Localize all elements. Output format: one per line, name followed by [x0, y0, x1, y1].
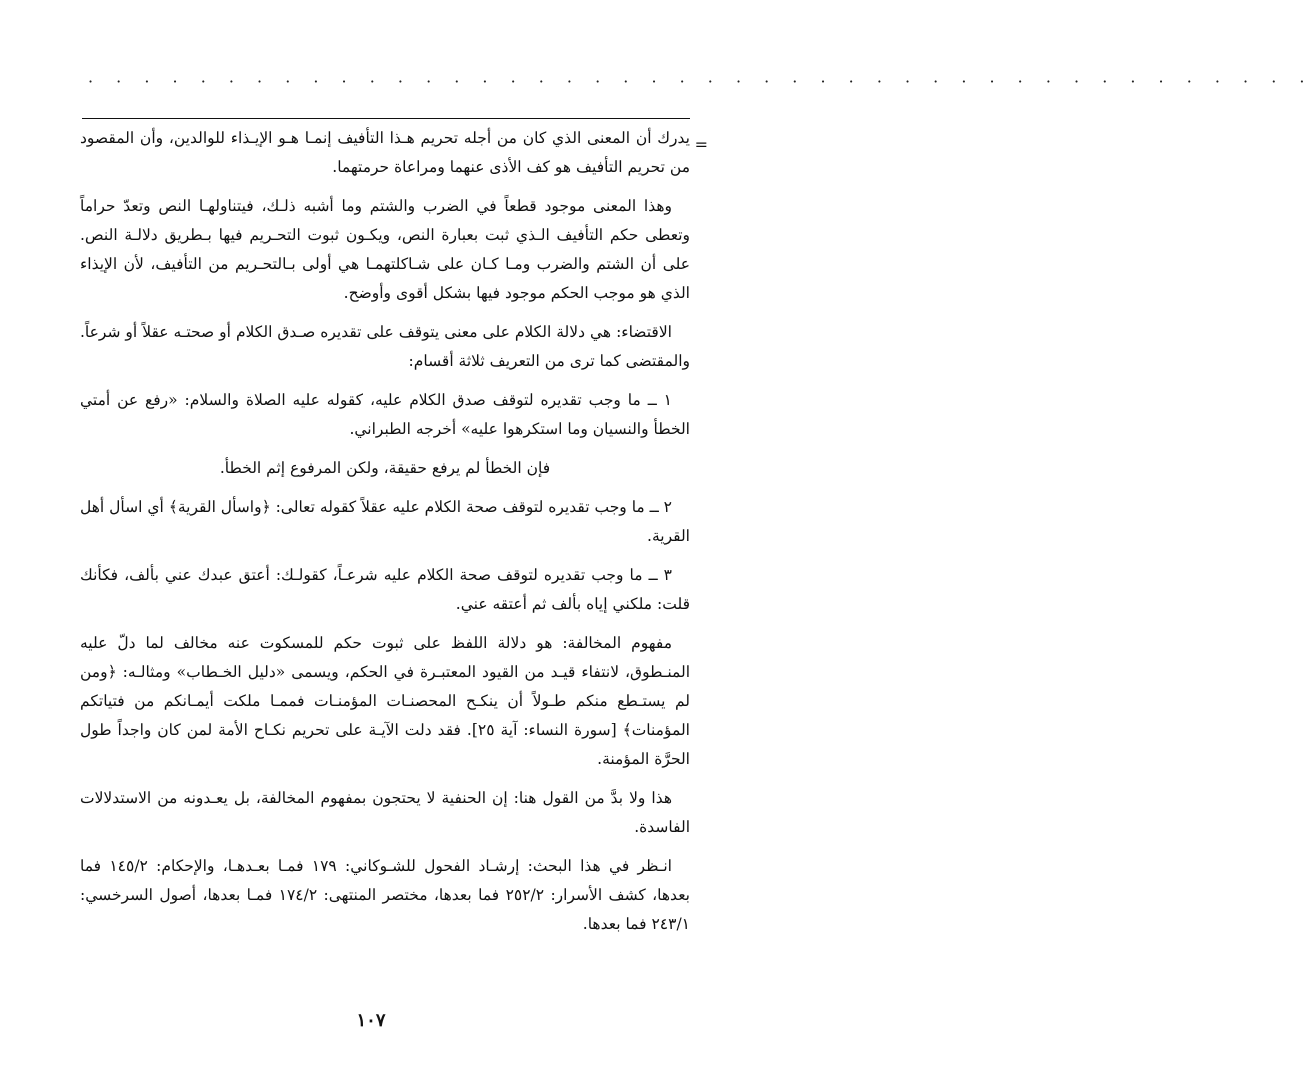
paragraph-note: فإن الخطأ لم يرفع حقيقة، ولكن المرفوع إثم الخطأ. [219, 459, 551, 477]
dotted-separator: · · · · · · · · · · · · · · · · · · · · · · · · · · · · · · · · · · · · · · · · · · · · [88, 72, 1313, 91]
list-item-1: ١ ــ ما وجب تقديره لتوقف صدق الكلام عليه، كقوله عليه الصلاة والسلام: «رفع عن أمتي الخطأ والنسيان وما استكرهوا عليه» أخرجه الطبراني. [80, 391, 690, 438]
footnote-rule [82, 118, 690, 119]
page-body [80, 124, 690, 949]
paragraph-mafhum-mukhalafa: مفهوم المخالفة: هو دلالة اللفظ على ثبوت حكم للمسكوت عنه مخالف لما دلّ عليه المنـطوق، لانتفاء قيـد من القيود المعتبـرة في الحكم، ويسمى «دليل الخـطاب» ومثالـه: ﴿ومن لم يستـطع منكم طـولاً أن ينكـح المحصنـات المؤمنـات فممـا ملكت أيمـانكم من فتياتكم المؤمنات﴾ [سورة النساء: آية ٢٥]. فقد دلت الآيـة على تحريم نكـاح الأمة لمن كان واجداً طول الحرَّة المؤمنة. [80, 634, 690, 768]
paragraph-iqtida-definition: الاقتضاء: هي دلالة الكلام على معنى يتوقف على تقديره صـدق الكلام أو صحتـه عقلاً أو شرعاً. والمقتضى كما ترى من التعريف ثلاثة أقسام: [80, 323, 690, 370]
continuation-marker: = [694, 135, 708, 154]
paragraph-hanafi-note: هذا ولا بدَّ من القول هنا: إن الحنفية لا يحتجون بمفهوم المخالفة، بل يعـدونه من الاستدلالات الفاسدة. [80, 789, 690, 836]
list-item-3: ٣ ــ ما وجب تقديره لتوقف صحة الكلام عليه شرعـاً، كقولـك: أعتق عبدك عني بألف، فكأنك قلت: ملكني إياه بألف ثم أعتقه عني. [80, 566, 690, 613]
paragraph-dalalat-nass: وهذا المعنى موجود قطعاً في الضرب والشتم وما أشبه ذلـك، فيتناولهـا النص وتعدّ حراماً وتعطى حكم التأفيف الـذي ثبت بعبارة النص، ويكـون ثبوت التحـريم فيها بـطريق دلالـة النص. على أن الشتم والضرب ومـا كـان على شـاكلتهمـا هي أولى بـالتحـريم من التأفيف، لأن الإيذاء الذي هو موجب الحكم موجود فيها بشكل أقوى وأوضح. [80, 197, 690, 302]
paragraph-continuation: يدرك أن المعنى الذي كان من أجله تحريم هـذا التأفيف إنمـا هـو الإيـذاء للوالدين، وأن المقصود من تحريم التأفيف هو كف الأذى عنهما ومراعاة حرمتهما. [80, 129, 690, 176]
list-item-2: ٢ ــ ما وجب تقديره لتوقف صحة الكلام عليه عقلاً كقوله تعالى: ﴿واسأل القرية﴾ أي اسأل أهل القرية. [80, 498, 690, 545]
paragraph-references: انـظر في هذا البحث: إرشـاد الفحول للشـوكاني: ١٧٩ فمـا بعـدهـا، والإحكام: ١٤٥/٢ فما بعدها، كشف الأسرار: ٢٥٢/٢ فما بعدها، مختصر المنتهى: ١٧٤/٢ فمـا بعدها، أصول السرخسي: ٢٤٣/١ فما بعدها. [80, 857, 690, 933]
page-number: ١٠٧ [356, 1010, 386, 1031]
